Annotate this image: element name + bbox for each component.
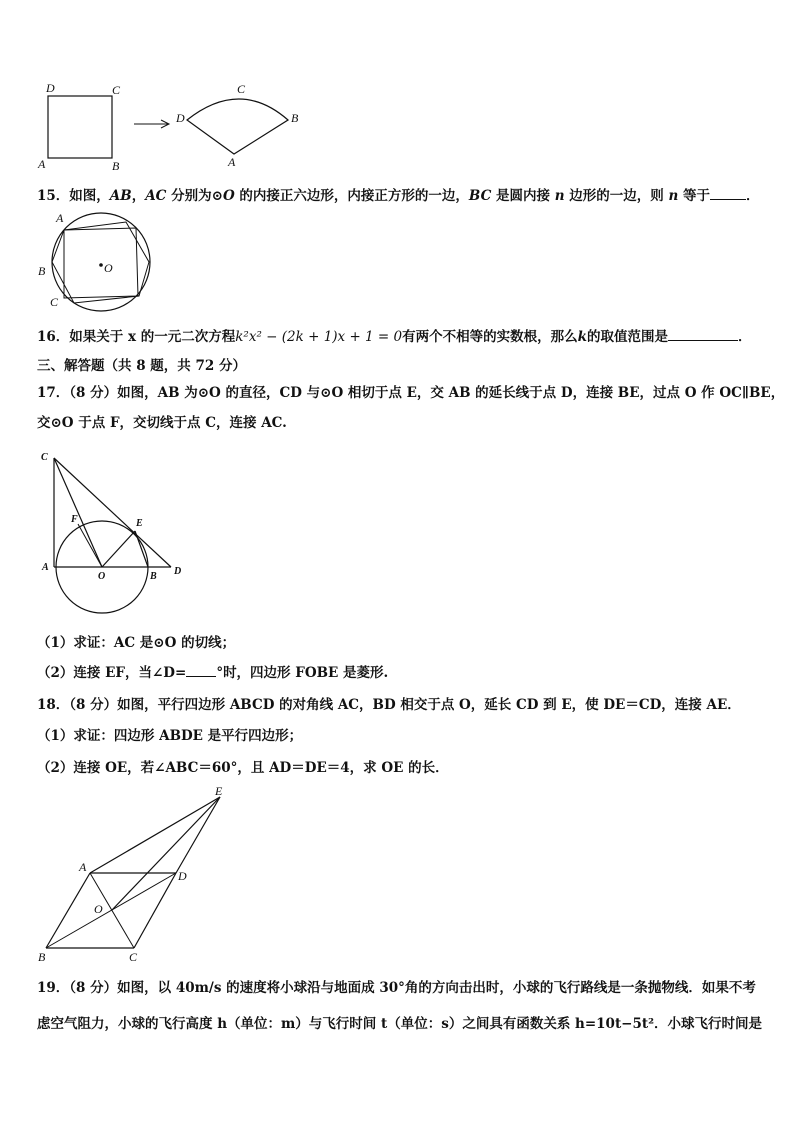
center-point: [99, 263, 103, 267]
q17-line2: 交⊙O 于点 F，交切线于点 C，连接 AC.: [37, 415, 287, 431]
q18-label-a: A: [79, 860, 87, 874]
sector-label-a: A: [228, 155, 236, 169]
q15-label-b: B: [38, 264, 46, 278]
label-a: A: [38, 157, 46, 171]
q15-text: 15．如图，AB，AC 分别为⊙O 的内接正六边形，内接正方形的一边，BC 是圆内接 n 边形的一边，则 n 等于 ．: [37, 188, 760, 204]
q18-line1: 18．（8 分）如图，平行四边形 ABCD 的对角线 AC，BD 相交于点 O，延长 CD 到 E，使 DE＝CD，连接 AE．: [37, 697, 741, 713]
q17-label-d: D: [174, 566, 182, 577]
label-b: B: [112, 159, 120, 173]
inscribed-hexagon: [52, 222, 149, 303]
q17-label-c: C: [41, 452, 48, 463]
section-3-title: 三、解答题（共 8 题，共 72 分）: [37, 358, 246, 374]
q17-part2: （2）连接 EF，当∠D= °时，四边形 FOBE 是菱形.: [37, 665, 389, 681]
line-ae: [90, 797, 220, 873]
q19-line2: 虑空气阻力，小球的飞行高度 h（单位：m）与飞行时间 t（单位：s）之间具有函数关系 h=10t−5t²．小球飞行时间是: [37, 1016, 763, 1032]
q15-label-a: A: [56, 211, 64, 225]
q17-label-f: F: [71, 514, 78, 525]
q17-label-a: A: [42, 562, 49, 573]
q15-answer-blank[interactable]: [710, 199, 746, 200]
square-abcd: [48, 96, 112, 158]
line-ab: [46, 873, 90, 948]
q18-label-d: D: [178, 869, 187, 883]
line-of: [78, 524, 102, 567]
line-de: [176, 797, 220, 873]
q16-text: 16．如果关于 x 的一元二次方程k²x² − (2k + 1)x + 1 = 0有两个不相等的实数根，那么k的取值范围是 ．: [37, 329, 752, 345]
q17-label-e: E: [136, 518, 143, 529]
q17-part1: （1）求证：AC 是⊙O 的切线；: [37, 635, 236, 651]
q19-line1: 19．（8 分）如图，以 40m/s 的速度将小球沿与地面成 30°角的方向击出时，小球的飞行路线是一条抛物线．如果不考: [37, 980, 756, 996]
line-co: [54, 458, 102, 567]
label-c: C: [112, 83, 121, 97]
q18-label-b: B: [38, 950, 46, 964]
q15-label-o: O: [104, 261, 113, 275]
q18-part2: （2）连接 OE，若∠ABC＝60°，且 AD＝DE＝4，求 OE 的长．: [37, 760, 449, 776]
inscribed-square: [64, 228, 138, 298]
sector-label-c: C: [237, 82, 246, 96]
line-bd: [46, 873, 176, 948]
q17-label-o: O: [98, 571, 106, 582]
q17-answer-blank[interactable]: [186, 676, 216, 677]
line-oe: [102, 531, 135, 567]
q17-figure: [34, 448, 194, 618]
sector-shape: [187, 99, 288, 154]
sector-label-b: B: [291, 111, 299, 125]
q18-part1: （1）求证：四边形 ABDE 是平行四边形；: [37, 728, 303, 744]
q16-answer-blank[interactable]: [668, 340, 738, 341]
q18-figure: [34, 785, 234, 965]
line-oe: [112, 797, 220, 910]
q18-label-o: O: [94, 902, 103, 916]
q17-line1: 17．（8 分）如图，AB 为⊙O 的直径，CD 与⊙O 相切于点 E，交 AB 的延长线于点 D，连接 BE，过点 O 作 OC∥BE，: [37, 385, 785, 401]
sector-label-d: D: [176, 111, 185, 125]
line-cd: [134, 873, 176, 948]
q15-circle-figure: [34, 208, 158, 314]
q15-label-c: C: [50, 295, 59, 309]
line-be: [135, 531, 148, 567]
label-d: D: [46, 81, 55, 95]
q18-label-e: E: [215, 785, 223, 798]
q17-label-b: B: [150, 571, 157, 582]
square-to-sector-figure: [30, 80, 320, 175]
q18-label-c: C: [129, 950, 138, 964]
line-cd: [54, 458, 171, 567]
